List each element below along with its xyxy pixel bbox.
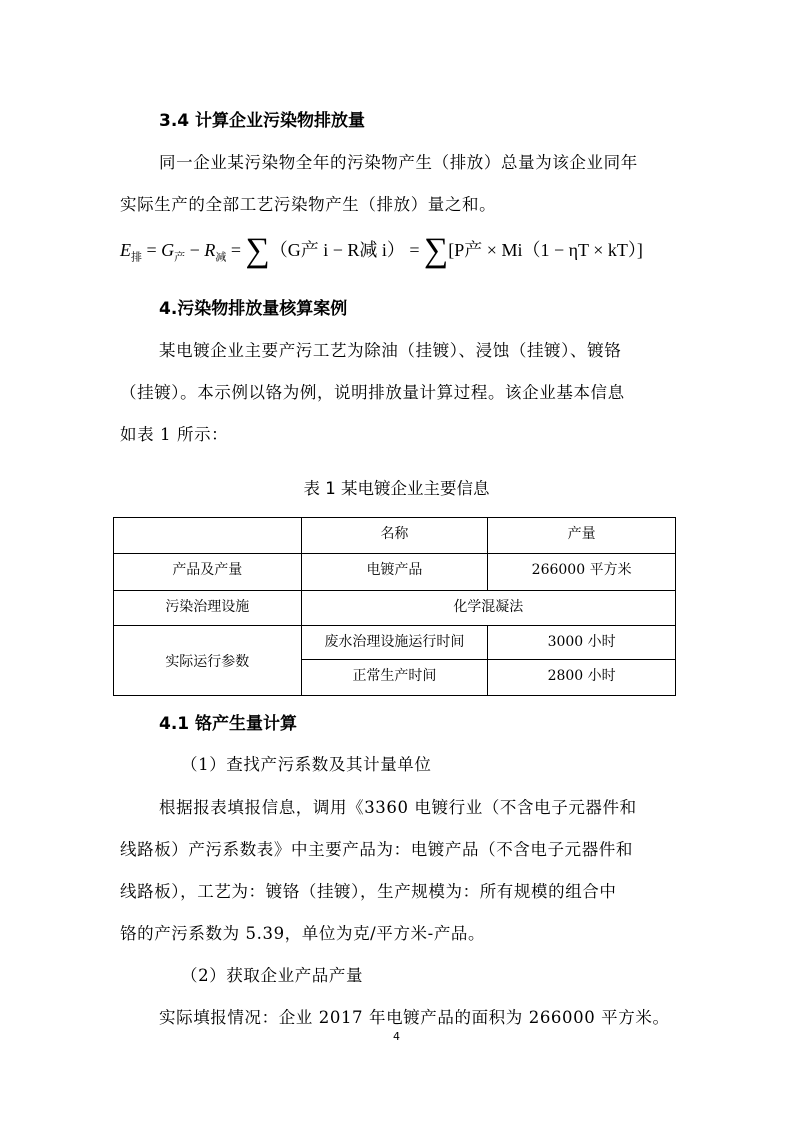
- formula-r: R: [204, 240, 216, 260]
- table-cell: 2800 小时: [488, 660, 676, 696]
- formula-e: E: [120, 240, 131, 260]
- table-cell: 污染治理设施: [114, 591, 302, 626]
- table-1-caption: 表 1 某电镀企业主要信息: [303, 479, 490, 498]
- table-header-cell-name: 名称: [301, 518, 488, 554]
- step-1-label: （1）查找产污系数及其计量单位: [181, 755, 432, 774]
- section-4-1-paragraph-2-line-1: 实际填报情况：企业 2017 年电镀产品的面积为 266000 平方米。: [159, 1008, 670, 1027]
- table-cell: 3000 小时: [488, 626, 676, 660]
- formula-minus: −: [185, 240, 205, 260]
- section-4-heading: 4.污染物排放量核算案例: [159, 299, 348, 319]
- table-cell: 正常生产时间: [301, 660, 488, 696]
- table-cell: 266000 平方米: [488, 554, 676, 591]
- formula-sub-chan: 产: [174, 251, 186, 264]
- table-cell: 化学混凝法: [301, 591, 675, 626]
- table-row: [114, 554, 676, 591]
- step-2-label: （2）获取企业产品产量: [181, 966, 364, 985]
- section-3-4-paragraph-line-1: 同一企业某污染物全年的污染物产生（排放）总量为该企业同年: [159, 153, 638, 172]
- table-row: [114, 626, 676, 660]
- section-4-paragraph-line-1: 某电镀企业主要产污工艺为除油（挂镀）、浸蚀（挂镀）、镀铬: [159, 341, 622, 360]
- formula-eq-1: =: [142, 240, 162, 260]
- formula-term-2: [P产 × Mi（1 − ηT × kT）]: [448, 240, 643, 260]
- section-4-1-heading: 4.1 铬产生量计算: [159, 714, 298, 734]
- emission-formula: [120, 227, 643, 269]
- section-4-paragraph-line-3: 如表 1 所示：: [120, 425, 229, 444]
- enterprise-info-table: [113, 517, 676, 696]
- formula-sub-pai: 排: [131, 251, 142, 264]
- table-header-cell-empty: [114, 518, 302, 554]
- table-cell: 产品及产量: [114, 554, 302, 591]
- sigma-icon-2: ∑: [424, 232, 449, 269]
- section-3-4-paragraph-line-2: 实际生产的全部工艺污染物产生（排放）量之和。: [120, 195, 497, 214]
- section-4-1-paragraph-line-4: 铬的产污系数为 5.39，单位为克/平方米-产品。: [120, 924, 486, 943]
- table-cell: 废水治理设施运行时间: [301, 626, 488, 660]
- section-4-1-paragraph-line-3: 线路板），工艺为：镀铬（挂镀），生产规模为：所有规模的组合中: [120, 882, 617, 901]
- formula-g: G: [161, 240, 175, 260]
- section-4-1-paragraph-line-2: 线路板）产污系数表》中主要产品为：电镀产品（不含电子元器件和: [120, 840, 633, 859]
- table-cell: 实际运行参数: [114, 626, 302, 696]
- table-cell: 电镀产品: [301, 554, 488, 591]
- table-header-row: [114, 518, 676, 554]
- section-3-4-heading: 3.4 计算企业污染物排放量: [159, 111, 366, 131]
- section-4-1-paragraph-line-1: 根据报表填报信息，调用《3360 电镀行业（不含电子元器件和: [159, 798, 637, 817]
- table-header-cell-output: 产量: [488, 518, 676, 554]
- formula-eq-2: =: [226, 240, 246, 260]
- section-4-paragraph-line-2: （挂镀）。本示例以铬为例，说明排放量计算过程。该企业基本信息: [120, 383, 625, 402]
- page-number: 4: [393, 1030, 400, 1043]
- formula-sub-jian: 减: [215, 251, 227, 264]
- sigma-icon: ∑: [245, 232, 270, 269]
- formula-term-1: （G产 i − R减 i）: [269, 240, 405, 260]
- table-row: [114, 591, 676, 626]
- formula-eq-3: =: [404, 240, 425, 260]
